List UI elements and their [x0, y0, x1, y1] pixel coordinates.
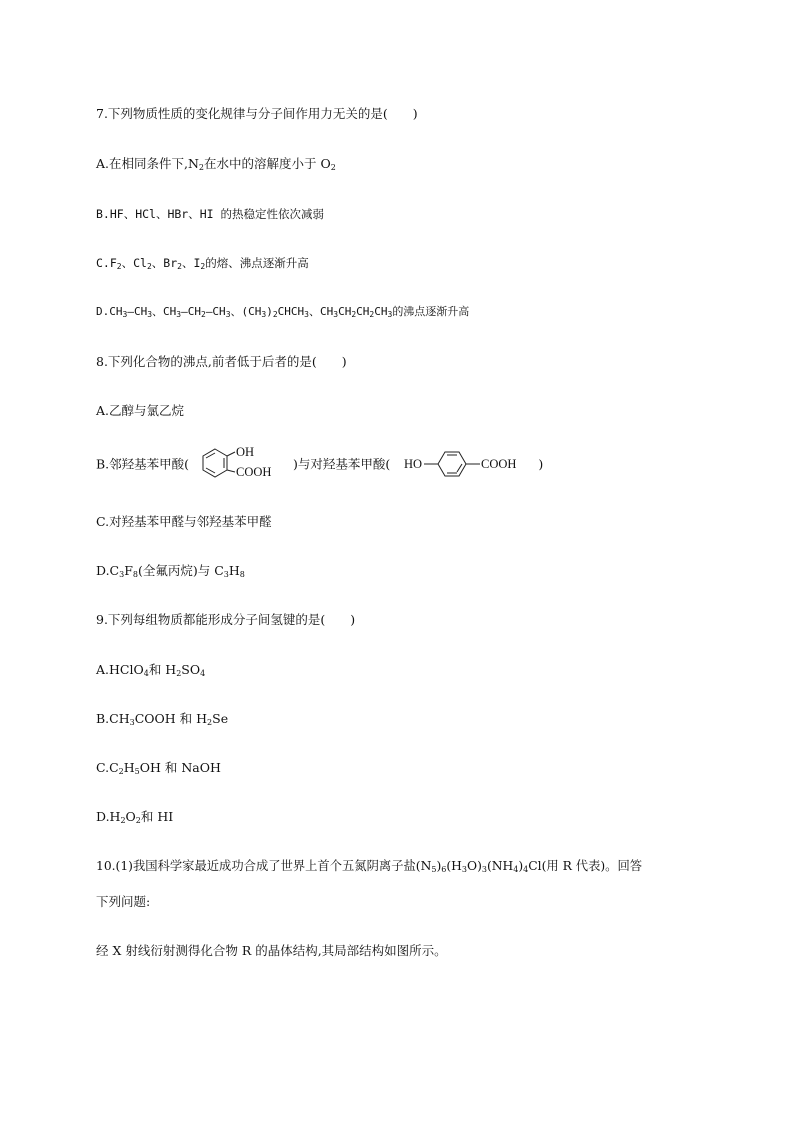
cooh-bond — [227, 470, 235, 472]
q8-option-a: A.乙醇与氯乙烷 — [96, 403, 185, 418]
para-hydroxybenzoic-acid-structure — [390, 445, 538, 485]
q10-line-2: 下列问题: — [96, 894, 151, 909]
q9-option-d: $D.H_2O_2$和 HI — [96, 809, 174, 825]
ring-double-bond — [457, 464, 462, 472]
q9-option-c: $C.C_2H_5OH$ 和 NaOH — [96, 760, 221, 776]
oh-label: OH — [236, 444, 255, 459]
q7-stem: 7.下列物质性质的变化规律与分子间作用力无关的是( ) — [96, 106, 418, 121]
q8-option-c: C.对羟基苯甲醛与邻羟基苯甲醛 — [96, 514, 272, 529]
cooh-label: COOH — [481, 456, 517, 471]
q8-option-d: $D.C_3F_8$(全氟丙烷)与 $C_3H_8$ — [96, 563, 245, 579]
q7-option-a: A.在相同条件下$,N_2$在水中的溶解度小于 $O_2$ — [96, 156, 336, 172]
q7-option-b: B.HF、HCl、HBr、HI 的热稳定性依次减弱 — [96, 207, 325, 221]
q9-option-b: $B.CH_3COOH$ 和 $H_2Se$ — [96, 711, 229, 727]
q7-option-d: $D.CH_3—CH_3$、$CH_3—CH_2—CH_3$、$(CH_3)_2CHCH_3$、$CH_3CH_2CH_2CH_3$的沸点逐渐升高 — [96, 305, 470, 319]
q9-stem: 9.下列每组物质都能形成分子间氢键的是( ) — [96, 612, 356, 627]
q8-stem: 8.下列化合物的沸点,前者低于后者的是( ) — [96, 354, 347, 369]
oh-bond — [227, 452, 235, 456]
ortho-hydroxybenzoic-acid-structure — [189, 445, 293, 485]
ho-label: HO — [404, 456, 423, 471]
q7-option-c: $C.F_2$、$Cl_2$、$Br_2$、$I_2$的熔、沸点逐渐升高 — [96, 256, 309, 271]
q10-line-3: 经 X 射线衍射测得化合物 R 的晶体结构,其局部结构如图所示。 — [96, 943, 447, 958]
q10-line-1: 10.(1)我国科学家最近成功合成了世界上首个五氮阴离子盐$(N_5)_6(H_3O)_3(NH_4)_4Cl$(用 R 代表)。回答 — [96, 859, 643, 874]
cooh-label: COOH — [236, 464, 272, 479]
q8-option-b: B.邻羟基苯甲酸( OH COOH )与对羟基苯甲酸( HO COOH ) — [96, 444, 543, 484]
q9-option-a: A.HClO$_4$和 $H_2SO_4$ — [96, 662, 206, 678]
